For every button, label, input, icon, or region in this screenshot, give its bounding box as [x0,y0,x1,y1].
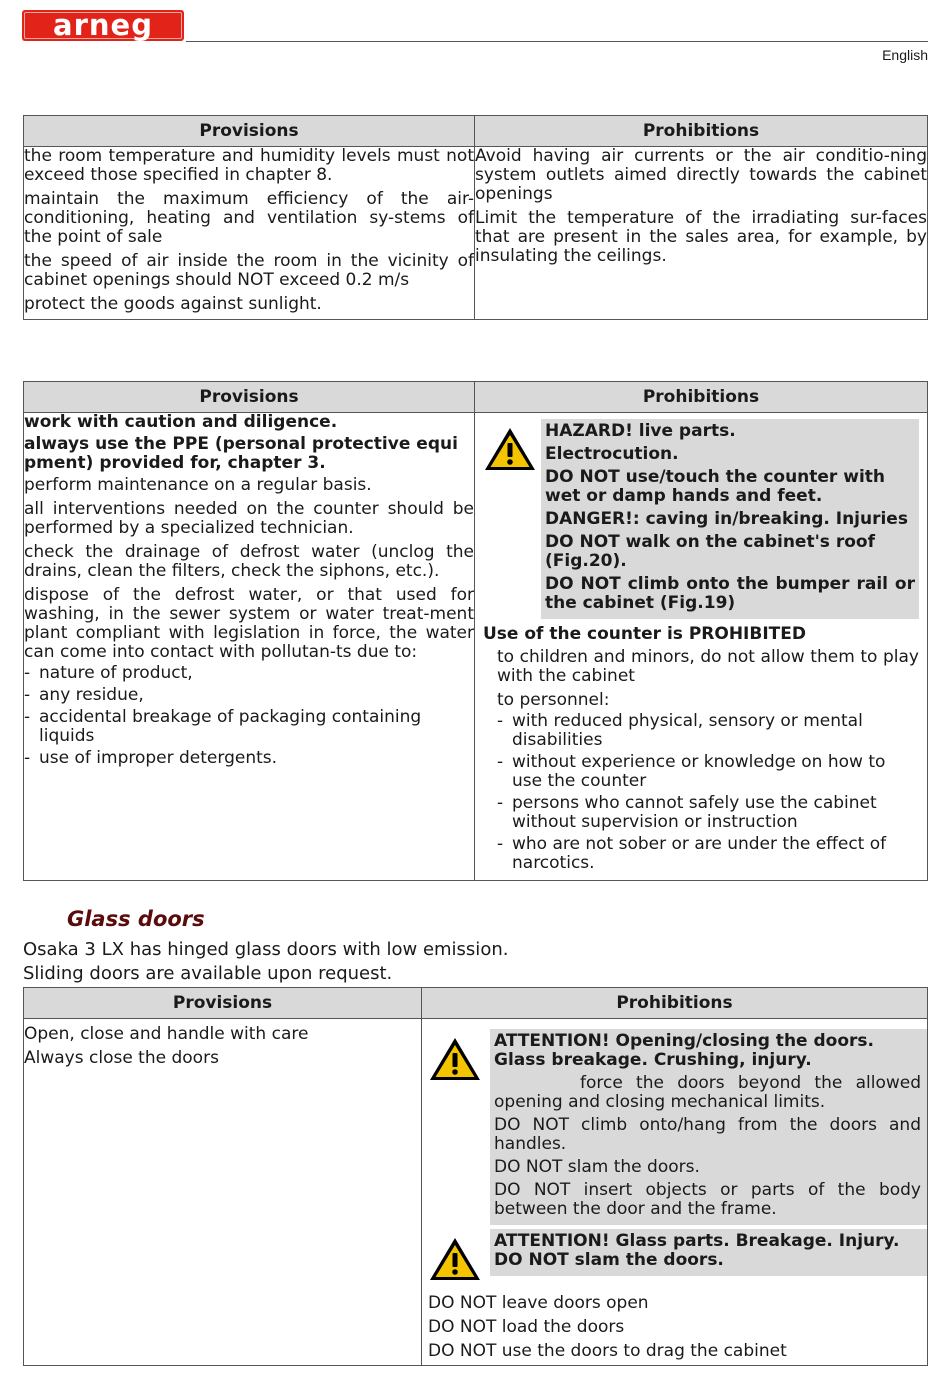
prohibitions-cell [475,413,928,881]
provisions-header: Provisions [24,988,422,1019]
warning-title: ATTENTION! Glass parts. Breakage. Injury. DO NOT slam the doors. [494,1231,900,1270]
warning-triangle-icon [483,419,541,478]
provision-item: Always close the doors [24,1048,219,1068]
provisions-header: Provisions [24,382,475,413]
warning-title: ATTENTION! Opening/closing the doors. Glass breakage. Crushing, injury. [494,1031,874,1070]
list-item: - use of improper detergents. [24,749,474,768]
warning-line: DO NOT insert objects or parts of the body between the door and the frame. [494,1180,921,1219]
door-warning [428,1029,927,1225]
intro-line: Sliding doors are available upon request. [23,963,393,984]
prohibition-item: Limit the temperature of the irradiating sur-faces that are present in the sales area, for example, by insulating the ceilings. [475,208,927,266]
list-item: - persons who cannot safely use the cabinet without supervision or instruction [497,794,919,832]
provisions-cell [24,413,475,881]
warning-triangle-icon [428,1229,490,1288]
warning-line: DO NOT walk on the cabinet's roof (Fig.20). [545,532,875,571]
provision-bold-item: always use the PPE (personal protective equi pment) provided for, chapter 3. [24,434,458,473]
provision-item: maintain the maximum efficiency of the air-conditioning, heating and ventilation sy-stems of the point of sale [24,189,474,247]
pollutant-list [24,664,474,768]
prohibitions-header: Prohibitions [422,988,928,1019]
list-item: - without experience or knowledge on how to use the counter [497,753,919,791]
glass-doors-table [23,987,928,1366]
hazard-warning-box [541,419,919,619]
provision-item: perform maintenance on a regular basis. [24,475,372,495]
svg-text:arneg: arneg [53,10,153,41]
brand-logo [22,10,184,41]
prohibitions-cell [475,147,928,320]
hazard-warning [483,419,919,619]
provision-item: the room temperature and humidity levels must not exceed those specified in chapter 8. [24,146,474,185]
list-item: - with reduced physical, sensory or mental disabilities [497,712,919,750]
language-label: English [882,47,928,63]
provisions-header: Provisions [24,116,475,147]
prohibition-item: DO NOT load the doors [428,1317,625,1337]
provision-item: check the drainage of defrost water (unclog the drains, clean the filters, check the siphons, etc.). [24,542,474,581]
maintenance-table [23,381,928,881]
prohibitions-cell [422,1019,928,1366]
provision-item: Open, close and handle with care [24,1024,309,1044]
warning-line: DO NOT climb onto/hang from the doors and handles. [494,1115,921,1154]
environment-table [23,115,928,320]
list-item: - any residue, [24,686,474,705]
prohibited-item: to personnel: [497,690,610,710]
warning-line: Electrocution. [545,444,679,464]
glass-warning [428,1229,927,1288]
prohibition-item: DO NOT leave doors open [428,1293,649,1313]
warning-line: HAZARD! live parts. [545,421,736,441]
warning-triangle-icon [428,1029,490,1088]
prohibited-item: to children and minors, do not allow them to play with the cabinet [497,647,919,686]
list-item: - who are not sober or are under the effect of narcotics. [497,835,919,873]
provision-item: dispose of the defrost water, or that used for washing, in the sewer system or water treat-ment plant compliant with legislation in force, the water can come into contact with pollutan-ts due to: [24,585,474,662]
provision-item: the speed of air inside the room in the vicinity of cabinet openings should NOT exceed 0.2 m/s [24,251,474,290]
personnel-list [497,712,919,873]
warning-line: DANGER!: caving in/breaking. Injuries [545,509,908,529]
prohibitions-header: Prohibitions [475,382,928,413]
warning-line: DO NOT use/touch the counter with wet or damp hands and feet. [545,467,885,506]
prohibited-block [483,648,919,873]
provisions-cell [24,147,475,320]
prohibited-heading: Use of the counter is PROHIBITED [483,624,806,644]
intro-line: Osaka 3 LX has hinged glass doors with low emission. [23,939,509,960]
list-item: - nature of product, [24,664,474,683]
provision-item: protect the goods against sunlight. [24,294,322,314]
provisions-cell [24,1019,422,1366]
door-prohibitions [428,1294,927,1361]
warning-line: DO NOT slam the doors. [494,1157,700,1177]
prohibition-item: Avoid having air currents or the air conditio-ning system outlets aimed directly towards the cabinet openings [475,146,927,204]
provision-item: all interventions needed on the counter should be performed by a specialized technician. [24,499,474,538]
glass-warning-box [490,1229,927,1276]
section-title: Glass doors [67,907,205,931]
provision-bold-item: work with caution and diligence. [24,412,338,432]
warning-line: force the doors beyond the allowed opening and closing mechanical limits. [494,1073,921,1112]
warning-line: DO NOT climb onto the bumper rail or the cabinet (Fig.19) [545,574,915,613]
logo-wordmark [22,10,184,41]
header-rule [186,41,928,42]
prohibition-item: DO NOT use the doors to drag the cabinet [428,1341,787,1361]
door-warning-box [490,1029,927,1225]
list-item: - accidental breakage of packaging containing liquids [24,708,474,746]
prohibitions-header: Prohibitions [475,116,928,147]
